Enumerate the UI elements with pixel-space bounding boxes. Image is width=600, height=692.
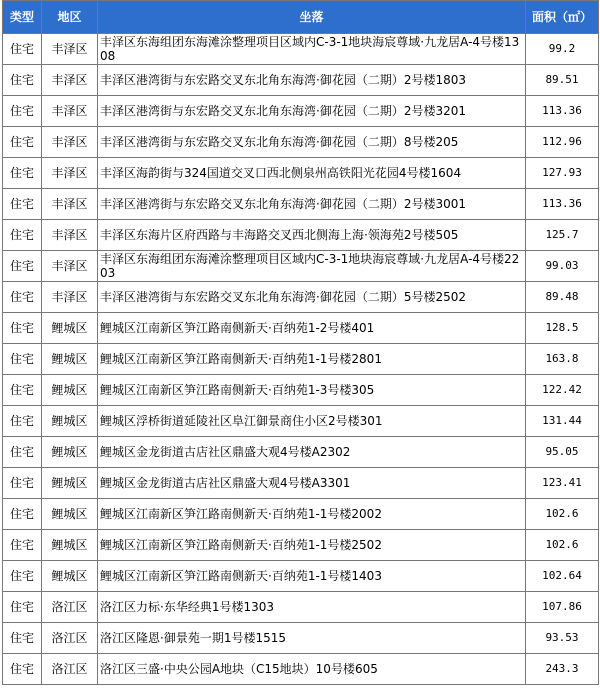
table-row (3, 623, 599, 654)
cell-size: 89.48 (526, 282, 599, 313)
cell-size: 107.86 (526, 592, 599, 623)
cell-area: 丰泽区 (42, 251, 98, 282)
cell-area: 丰泽区 (42, 189, 98, 220)
cell-size: 99.2 (526, 34, 599, 65)
cell-address: 丰泽区东海组团东海滩涂整理项目区域内C-3-1地块海宸尊域·九龙居A-4号楼1308 (98, 34, 526, 65)
cell-size: 102.64 (526, 561, 599, 592)
table-row (3, 282, 599, 313)
cell-address: 丰泽区海韵街与324国道交叉口西北侧泉州高铁阳光花园4号楼1604 (98, 158, 526, 189)
cell-size: 125.7 (526, 220, 599, 251)
table-row (3, 437, 599, 468)
header-type: 类型 (3, 1, 42, 34)
cell-size: 113.36 (526, 189, 599, 220)
header-area: 地区 (42, 1, 98, 34)
cell-type: 住宅 (3, 437, 42, 468)
table-row (3, 654, 599, 685)
cell-type: 住宅 (3, 654, 42, 685)
cell-area: 洛江区 (42, 592, 98, 623)
cell-area: 鲤城区 (42, 344, 98, 375)
cell-address: 丰泽区港湾街与东宏路交叉东北角东海湾·御花园（二期）2号楼1803 (98, 65, 526, 96)
cell-area: 丰泽区 (42, 34, 98, 65)
cell-address: 鲤城区江南新区笋江路南侧新天·百纳苑1-1号楼1403 (98, 561, 526, 592)
table-row (3, 499, 599, 530)
table-row (3, 251, 599, 282)
cell-address: 鲤城区江南新区笋江路南侧新天·百纳苑1-1号楼2801 (98, 344, 526, 375)
header-address: 坐落 (98, 1, 526, 34)
cell-type: 住宅 (3, 127, 42, 158)
cell-size: 131.44 (526, 406, 599, 437)
table-row (3, 468, 599, 499)
cell-area: 洛江区 (42, 654, 98, 685)
cell-address: 洛江区力标·东华经典1号楼1303 (98, 592, 526, 623)
cell-area: 鲤城区 (42, 437, 98, 468)
cell-size: 89.51 (526, 65, 599, 96)
cell-type: 住宅 (3, 375, 42, 406)
cell-area: 洛江区 (42, 623, 98, 654)
table-header-row (3, 1, 599, 34)
cell-address: 鲤城区江南新区笋江路南侧新天·百纳苑1-1号楼2002 (98, 499, 526, 530)
cell-type: 住宅 (3, 344, 42, 375)
table-row (3, 158, 599, 189)
cell-size: 122.42 (526, 375, 599, 406)
cell-type: 住宅 (3, 251, 42, 282)
cell-type: 住宅 (3, 34, 42, 65)
cell-size: 128.5 (526, 313, 599, 344)
cell-type: 住宅 (3, 530, 42, 561)
cell-size: 93.53 (526, 623, 599, 654)
cell-address: 丰泽区港湾街与东宏路交叉东北角东海湾·御花园（二期）5号楼2502 (98, 282, 526, 313)
cell-type: 住宅 (3, 623, 42, 654)
cell-type: 住宅 (3, 406, 42, 437)
cell-area: 鲤城区 (42, 561, 98, 592)
cell-size: 163.8 (526, 344, 599, 375)
table-row (3, 34, 599, 65)
table-row (3, 189, 599, 220)
cell-type: 住宅 (3, 313, 42, 344)
cell-address: 丰泽区东海片区府西路与丰海路交叉西北侧海上海·领海苑2号楼505 (98, 220, 526, 251)
cell-area: 丰泽区 (42, 65, 98, 96)
table-row (3, 530, 599, 561)
table-row (3, 127, 599, 158)
cell-address: 鲤城区江南新区笋江路南侧新天·百纳苑1-1号楼2502 (98, 530, 526, 561)
cell-type: 住宅 (3, 158, 42, 189)
cell-area: 丰泽区 (42, 220, 98, 251)
cell-size: 243.3 (526, 654, 599, 685)
cell-area: 丰泽区 (42, 96, 98, 127)
table-row (3, 406, 599, 437)
table-row (3, 220, 599, 251)
cell-area: 丰泽区 (42, 282, 98, 313)
cell-area: 鲤城区 (42, 406, 98, 437)
cell-type: 住宅 (3, 65, 42, 96)
table-row (3, 65, 599, 96)
cell-size: 99.03 (526, 251, 599, 282)
cell-address: 鲤城区浮桥街道延陵社区阜江御景商住小区2号楼301 (98, 406, 526, 437)
cell-area: 丰泽区 (42, 127, 98, 158)
table-row (3, 592, 599, 623)
cell-size: 112.96 (526, 127, 599, 158)
cell-address: 洛江区三盛·中央公园A地块（C15地块）10号楼605 (98, 654, 526, 685)
cell-type: 住宅 (3, 592, 42, 623)
cell-size: 102.6 (526, 530, 599, 561)
cell-area: 丰泽区 (42, 158, 98, 189)
cell-address: 洛江区隆恩·御景苑一期1号楼1515 (98, 623, 526, 654)
cell-area: 鲤城区 (42, 375, 98, 406)
cell-size: 127.93 (526, 158, 599, 189)
cell-address: 丰泽区港湾街与东宏路交叉东北角东海湾·御花园（二期）2号楼3001 (98, 189, 526, 220)
cell-address: 丰泽区港湾街与东宏路交叉东北角东海湾·御花园（二期）2号楼3201 (98, 96, 526, 127)
cell-address: 鲤城区江南新区笋江路南侧新天·百纳苑1-2号楼401 (98, 313, 526, 344)
cell-address: 鲤城区金龙街道古店社区鼎盛大观4号楼A2302 (98, 437, 526, 468)
cell-area: 鲤城区 (42, 530, 98, 561)
table-row (3, 375, 599, 406)
cell-size: 113.36 (526, 96, 599, 127)
cell-area: 鲤城区 (42, 499, 98, 530)
cell-address: 鲤城区金龙街道古店社区鼎盛大观4号楼A3301 (98, 468, 526, 499)
property-listing-table (2, 0, 599, 685)
cell-type: 住宅 (3, 561, 42, 592)
cell-size: 123.41 (526, 468, 599, 499)
cell-type: 住宅 (3, 282, 42, 313)
cell-address: 丰泽区港湾街与东宏路交叉东北角东海湾·御花园（二期）8号楼205 (98, 127, 526, 158)
cell-area: 鲤城区 (42, 313, 98, 344)
cell-size: 102.6 (526, 499, 599, 530)
table-row (3, 561, 599, 592)
table-row (3, 96, 599, 127)
cell-area: 鲤城区 (42, 468, 98, 499)
cell-type: 住宅 (3, 468, 42, 499)
cell-type: 住宅 (3, 499, 42, 530)
cell-address: 丰泽区东海组团东海滩涂整理项目区域内C-3-1地块海宸尊域·九龙居A-4号楼2203 (98, 251, 526, 282)
cell-type: 住宅 (3, 220, 42, 251)
cell-type: 住宅 (3, 96, 42, 127)
table-row (3, 313, 599, 344)
cell-size: 95.05 (526, 437, 599, 468)
cell-address: 鲤城区江南新区笋江路南侧新天·百纳苑1-3号楼305 (98, 375, 526, 406)
header-size: 面积（㎡） (526, 1, 599, 34)
table-row (3, 344, 599, 375)
cell-type: 住宅 (3, 189, 42, 220)
